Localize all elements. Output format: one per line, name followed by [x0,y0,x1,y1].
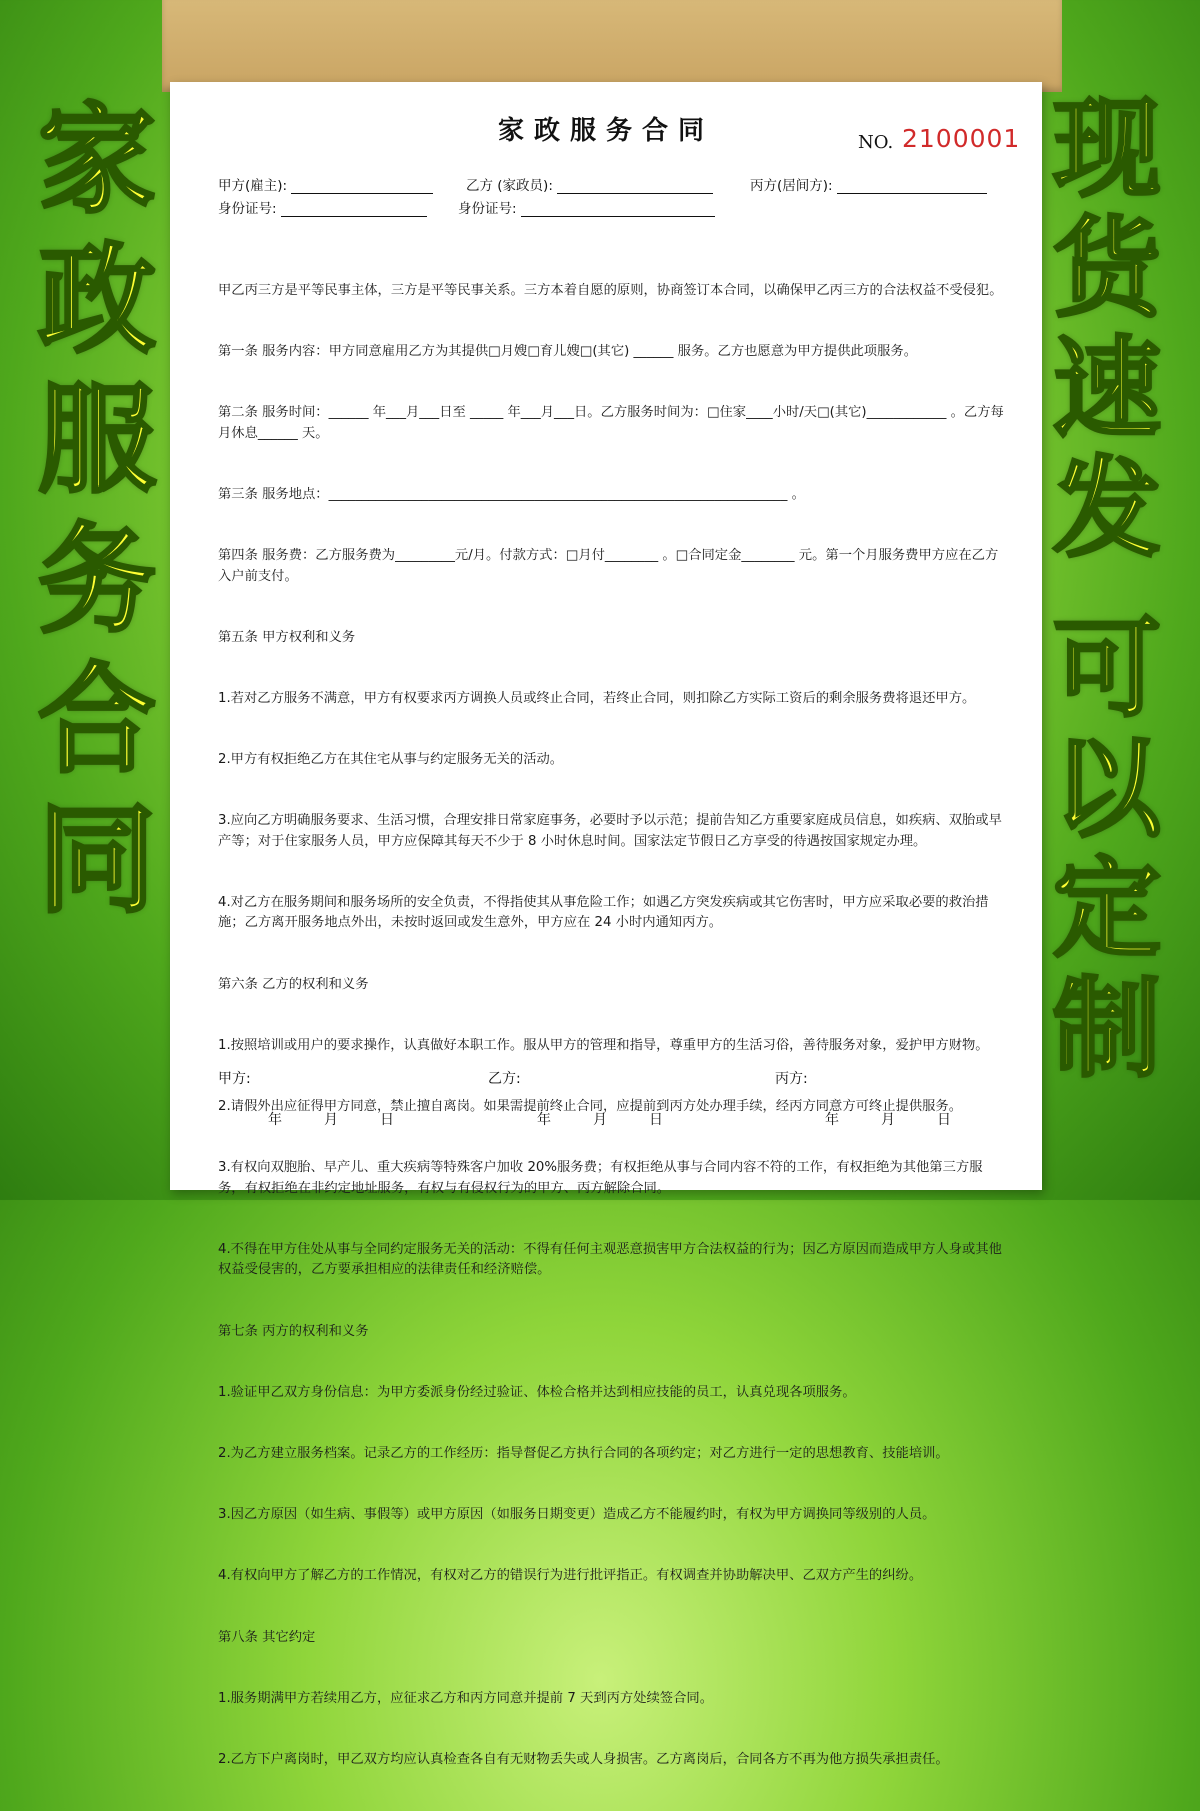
left-banner-text [22,90,172,930]
party-c-label: 丙方(居间方): [750,178,833,194]
clause-text: 1.服务期满甲方若续用乙方，应征求乙方和丙方同意并提前 7 天到丙方处续签合同。 [218,1690,713,1706]
document-title: 家政服务合同 [497,116,714,146]
id-b-label: 身份证号: [458,201,517,217]
left-char: 家 [37,91,156,229]
clause-text: 4.不得在甲方住处从事与全同约定服务无关的活动：不得有任何主观恶意损害甲方合法权益的行为；因乙方原因而造成甲方人身或其他权益受侵害的，乙方要承担相应的法律责任和经济赔偿。 [218,1241,1002,1278]
year-label: 年 [825,1112,839,1128]
month-label: 月 [324,1112,338,1128]
clause-text: 第四条 服务费：乙方服务费为_________元/月。付款方式：□月付________ 。□合同定金________ 元。第一个月服务费甲方应在乙方入户前支付。 [218,548,999,584]
right-char: 以 [1052,727,1161,852]
section-heading: 第五条 甲方权利和义务 [218,629,356,645]
right-banner-text [1032,87,1182,1092]
sign-b-label: 乙方: [488,1071,521,1087]
clause-text: 4.有权向甲方了解乙方的工作情况，有权对乙方的错误行为进行批评指正。有权调查并协助解决甲、乙双方产生的纠纷。 [218,1568,923,1584]
date-b [537,1109,663,1129]
clause-text: 1.若对乙方服务不满意，甲方有权要求丙方调换人员或终止合同，若终止合同，则扣除乙方实际工资后的剩余服务费将退还甲方。 [218,690,976,706]
party-a-blank[interactable] [291,179,433,194]
left-char: 务 [37,511,156,649]
id-a-blank[interactable] [281,202,427,217]
sign-a-label: 甲方: [218,1071,251,1087]
contract-body [218,240,1008,1811]
clause-text: 4.对乙方在服务期间和服务场所的安全负责，不得指使其从事危险工作；如遇乙方突发疾病或其它伤害时，甲方应采取必要的救治措施；乙方离开服务地点外出，未按时返回或发生意外，甲方应在 24 小时内通知丙方。 [218,895,989,931]
clause-text: 3.因乙方原因（如生病、事假等）或甲方原因（如服务日期变更）造成乙方不能履约时，有权为甲方调换同等级别的人员。 [218,1507,936,1523]
id-b-blank[interactable] [521,202,715,217]
month-label: 月 [593,1112,607,1128]
right-char: 现 [1052,87,1161,212]
section-heading: 第八条 其它约定 [218,1629,316,1645]
left-char: 政 [37,231,156,369]
day-label: 日 [380,1112,394,1128]
party-a-label: 甲方(雇主): [218,178,288,194]
id-a-label: 身份证号: [218,201,277,217]
contract-paper [170,82,1042,1768]
party-c-blank[interactable] [837,179,987,194]
right-char: 速 [1052,327,1161,452]
left-char: 同 [37,791,156,929]
right-char: 货 [1052,207,1161,332]
section-heading: 第六条 乙方的权利和义务 [218,976,369,992]
clause-text: 1.按照培训或用户的要求操作，认真做好本职工作。服从甲方的管理和指导，尊重甲方的生活习俗，善待服务对象，爱护甲方财物。 [218,1037,989,1053]
day-label: 日 [649,1112,663,1128]
clause-text: 3.应向乙方明确服务要求、生活习惯，合理安排日常家庭事务，必要时予以示范；提前告知乙方重要家庭成员信息，如疾病、双胎或早产等；对于住家服务人员，甲方应保障其每天不少于 8 小时休息时间。国家法定节假日乙方享受的待遇按国家规定办理。 [218,813,1002,849]
right-char: 发 [1052,447,1161,572]
year-label: 年 [268,1112,282,1128]
month-label: 月 [881,1112,895,1128]
clause-text: 甲乙丙三方是平等民事主体，三方是平等民事关系。三方本着自愿的原则，协商签订本合同，以确保甲乙丙三方的合法权益不受侵犯。 [218,282,1003,298]
date-a [268,1109,394,1129]
clause-text: 第三条 服务地点：_____________________________________________________________________ 。 [218,486,805,502]
left-char: 服 [37,371,156,509]
clause-text: 第二条 服务时间：______ 年___月___日至 _____ 年___月___日。乙方服务时间为：□住家____小时/天□(其它)____________ 。乙方每月休息______ 天。 [218,405,1004,441]
clause-text: 2.请假外出应征得甲方同意，禁止擅自离岗。如果需提前终止合同，应提前到丙方处办理手续，经丙方同意方可终止提供服务。 [218,1099,963,1115]
id-row [218,197,715,217]
sign-c-label: 丙方: [775,1071,808,1087]
notepad-binding [162,0,1062,92]
serial-label: NO. [858,132,894,153]
date-c [825,1109,951,1129]
year-label: 年 [537,1112,551,1128]
serial-number: 2100001 [902,124,1021,153]
clause-text: 2.甲方有权拒绝乙方在其住宅从事与约定服务无关的活动。 [218,752,564,768]
clause-text: 3.有权向双胞胎、早产儿、重大疾病等特殊客户加收 20%服务费；有权拒绝从事与合同内容不符的工作，有权拒绝为其他第三方服务，有权拒绝在非约定地址服务，有权与有侵权行为的甲方、丙方解除合同。 [218,1160,983,1196]
day-label: 日 [937,1112,951,1128]
right-char: 定 [1052,847,1161,972]
clause-text: 2.乙方下户离岗时，甲乙双方均应认真检查各自有无财物丢失或人身损害。乙方离岗后，合同各方不再为他方损失承担责任。 [218,1752,949,1768]
left-char: 合 [37,651,156,789]
clause-text: 2.为乙方建立服务档案。记录乙方的工作经历：指导督促乙方执行合同的各项约定；对乙方进行一定的思想教育、技能培训。 [218,1445,949,1461]
party-row [218,174,987,194]
right-char: 可 [1052,607,1161,732]
party-b-blank[interactable] [557,179,713,194]
section-heading: 第七条 丙方的权利和义务 [218,1323,369,1339]
right-char: 制 [1052,967,1161,1092]
clause-text: 第一条 服务内容：甲方同意雇用乙方为其提供□月嫂□育儿嫂□(其它) ______ 服务。乙方也愿意为甲方提供此项服务。 [218,344,917,360]
clause-text: 1.验证甲乙双方身份信息：为甲方委派身份经过验证、体检合格并达到相应技能的员工，认真兑现各项服务。 [218,1384,856,1400]
party-b-label: 乙方 (家政员): [466,178,553,194]
